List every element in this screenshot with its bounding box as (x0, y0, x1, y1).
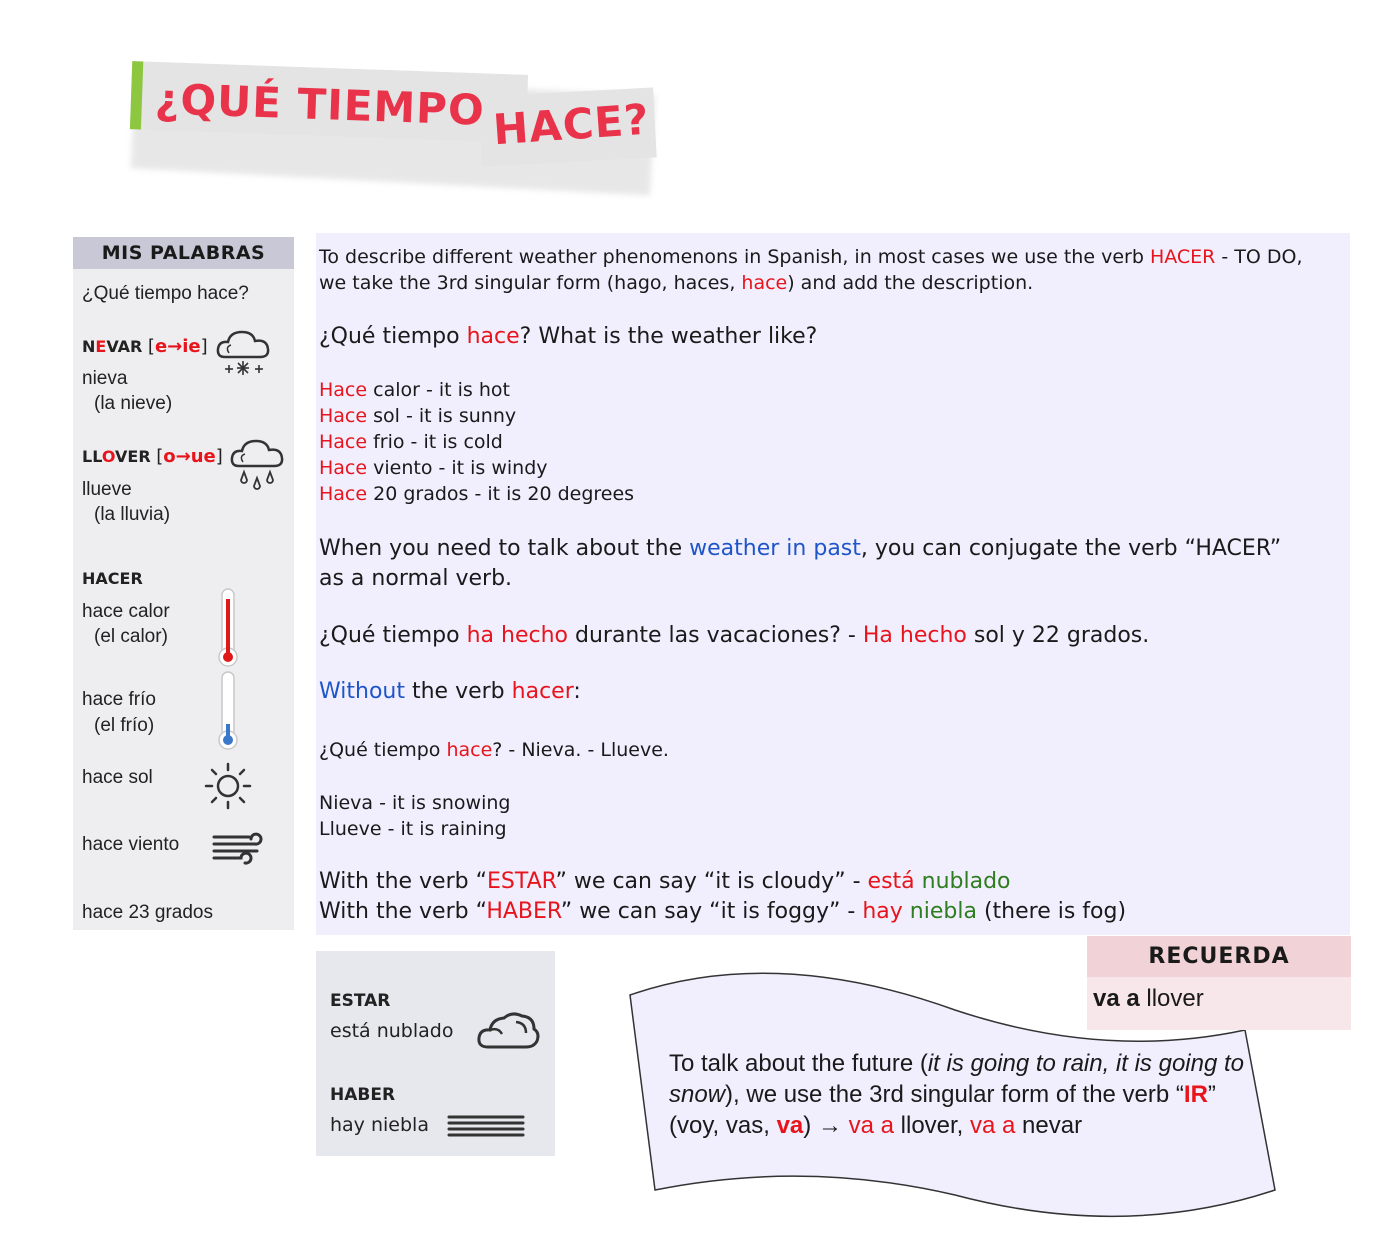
intro-line-1: To describe different weather phenomenons in Spanish, in most cases we use the verb HACER - TO DO, (319, 246, 1303, 268)
estar-text: está nublado (330, 1020, 454, 1042)
recuerda-body: va a llover (1093, 985, 1204, 1012)
phrase-row: Hace 20 grados - it is 20 degrees (319, 483, 635, 505)
nieva-line: Nieva - it is snowing (319, 792, 511, 814)
hacer-label: HACER (82, 569, 143, 588)
cloud-icon (476, 1007, 542, 1053)
phrase-row: Hace calor - it is hot (319, 379, 510, 401)
page-title-line2: HACE? (491, 94, 652, 155)
frio-noun: (el frío) (94, 715, 155, 736)
recuerda-box (1087, 936, 1351, 1030)
nevar-noun: (la nieve) (94, 393, 173, 414)
phrase-row: Hace sol - it is sunny (319, 405, 517, 427)
page-title-line1: ¿QUÉ TIEMPO (154, 74, 486, 135)
sidebar-question: ¿Qué tiempo hace? (82, 283, 249, 304)
without-example: ¿Qué tiempo hace? - Nieva. - Llueve. (319, 739, 669, 761)
past-example: ¿Qué tiempo ha hecho durante las vacaciones? - Ha hecho sol y 22 grados. (319, 623, 1150, 648)
fog-icon (446, 1113, 526, 1139)
viento-form: hace viento (82, 834, 180, 855)
haber-text: hay niebla (330, 1114, 429, 1136)
sidebar-heading: MIS PALABRAS (73, 237, 294, 269)
page-title-banner (125, 60, 665, 190)
phrase-row: Hace frio - it is cold (319, 431, 503, 453)
estar-label: ESTAR (330, 991, 391, 1011)
past-line-2: as a normal verb. (319, 566, 513, 591)
past-line-1: When you need to talk about the weather in past, you can conjugate the verb “HACER” (319, 536, 1282, 561)
vocabulary-sidebar (73, 237, 294, 930)
recuerda-heading: RECUERDA (1087, 936, 1351, 977)
llover-verb: LLOVER [o→ue] (82, 446, 223, 467)
weather-question: ¿Qué tiempo hace? What is the weather like? (319, 324, 818, 349)
sun-icon (203, 761, 253, 811)
sol-form: hace sol (82, 767, 153, 788)
cloud-rain-icon (229, 434, 289, 496)
wind-icon (211, 829, 265, 865)
estar-line: With the verb “ESTAR” we can say “it is cloudy” - está nublado (319, 869, 1011, 894)
grados-form: hace 23 grados (82, 902, 213, 923)
nevar-form: nieva (82, 368, 128, 389)
phrase-row: Hace viento - it is windy (319, 457, 548, 479)
llover-noun: (la lluvia) (94, 504, 171, 525)
cloud-snow-icon (215, 325, 273, 383)
without-heading: Without the verb hacer: (319, 679, 581, 704)
intro-line-2: we take the 3rd singular form (hago, haces, hace) and add the description. (319, 272, 1034, 294)
nevar-verb: NEVAR [e→ie] (82, 336, 208, 357)
calor-form: hace calor (82, 601, 170, 622)
haber-label: HABER (330, 1085, 396, 1105)
frio-form: hace frío (82, 689, 156, 710)
main-explanation-panel (316, 233, 1350, 935)
thermometer-hot-icon (216, 587, 240, 669)
calor-noun: (el calor) (94, 626, 168, 647)
llover-form: llueve (82, 479, 132, 500)
haber-line: With the verb “HABER” we can say “it is foggy” - hay niebla (there is fog) (319, 899, 1127, 924)
llueve-line: Llueve - it is raining (319, 818, 507, 840)
thermometer-cold-icon (216, 670, 240, 752)
estar-haber-box (316, 951, 555, 1156)
future-note-text: To talk about the future (it is going to rain, it is going to snow), we use the 3rd singular form of the verb “IR” (voy, vas, va) → va a llover, va a nevar (669, 1050, 1244, 1139)
